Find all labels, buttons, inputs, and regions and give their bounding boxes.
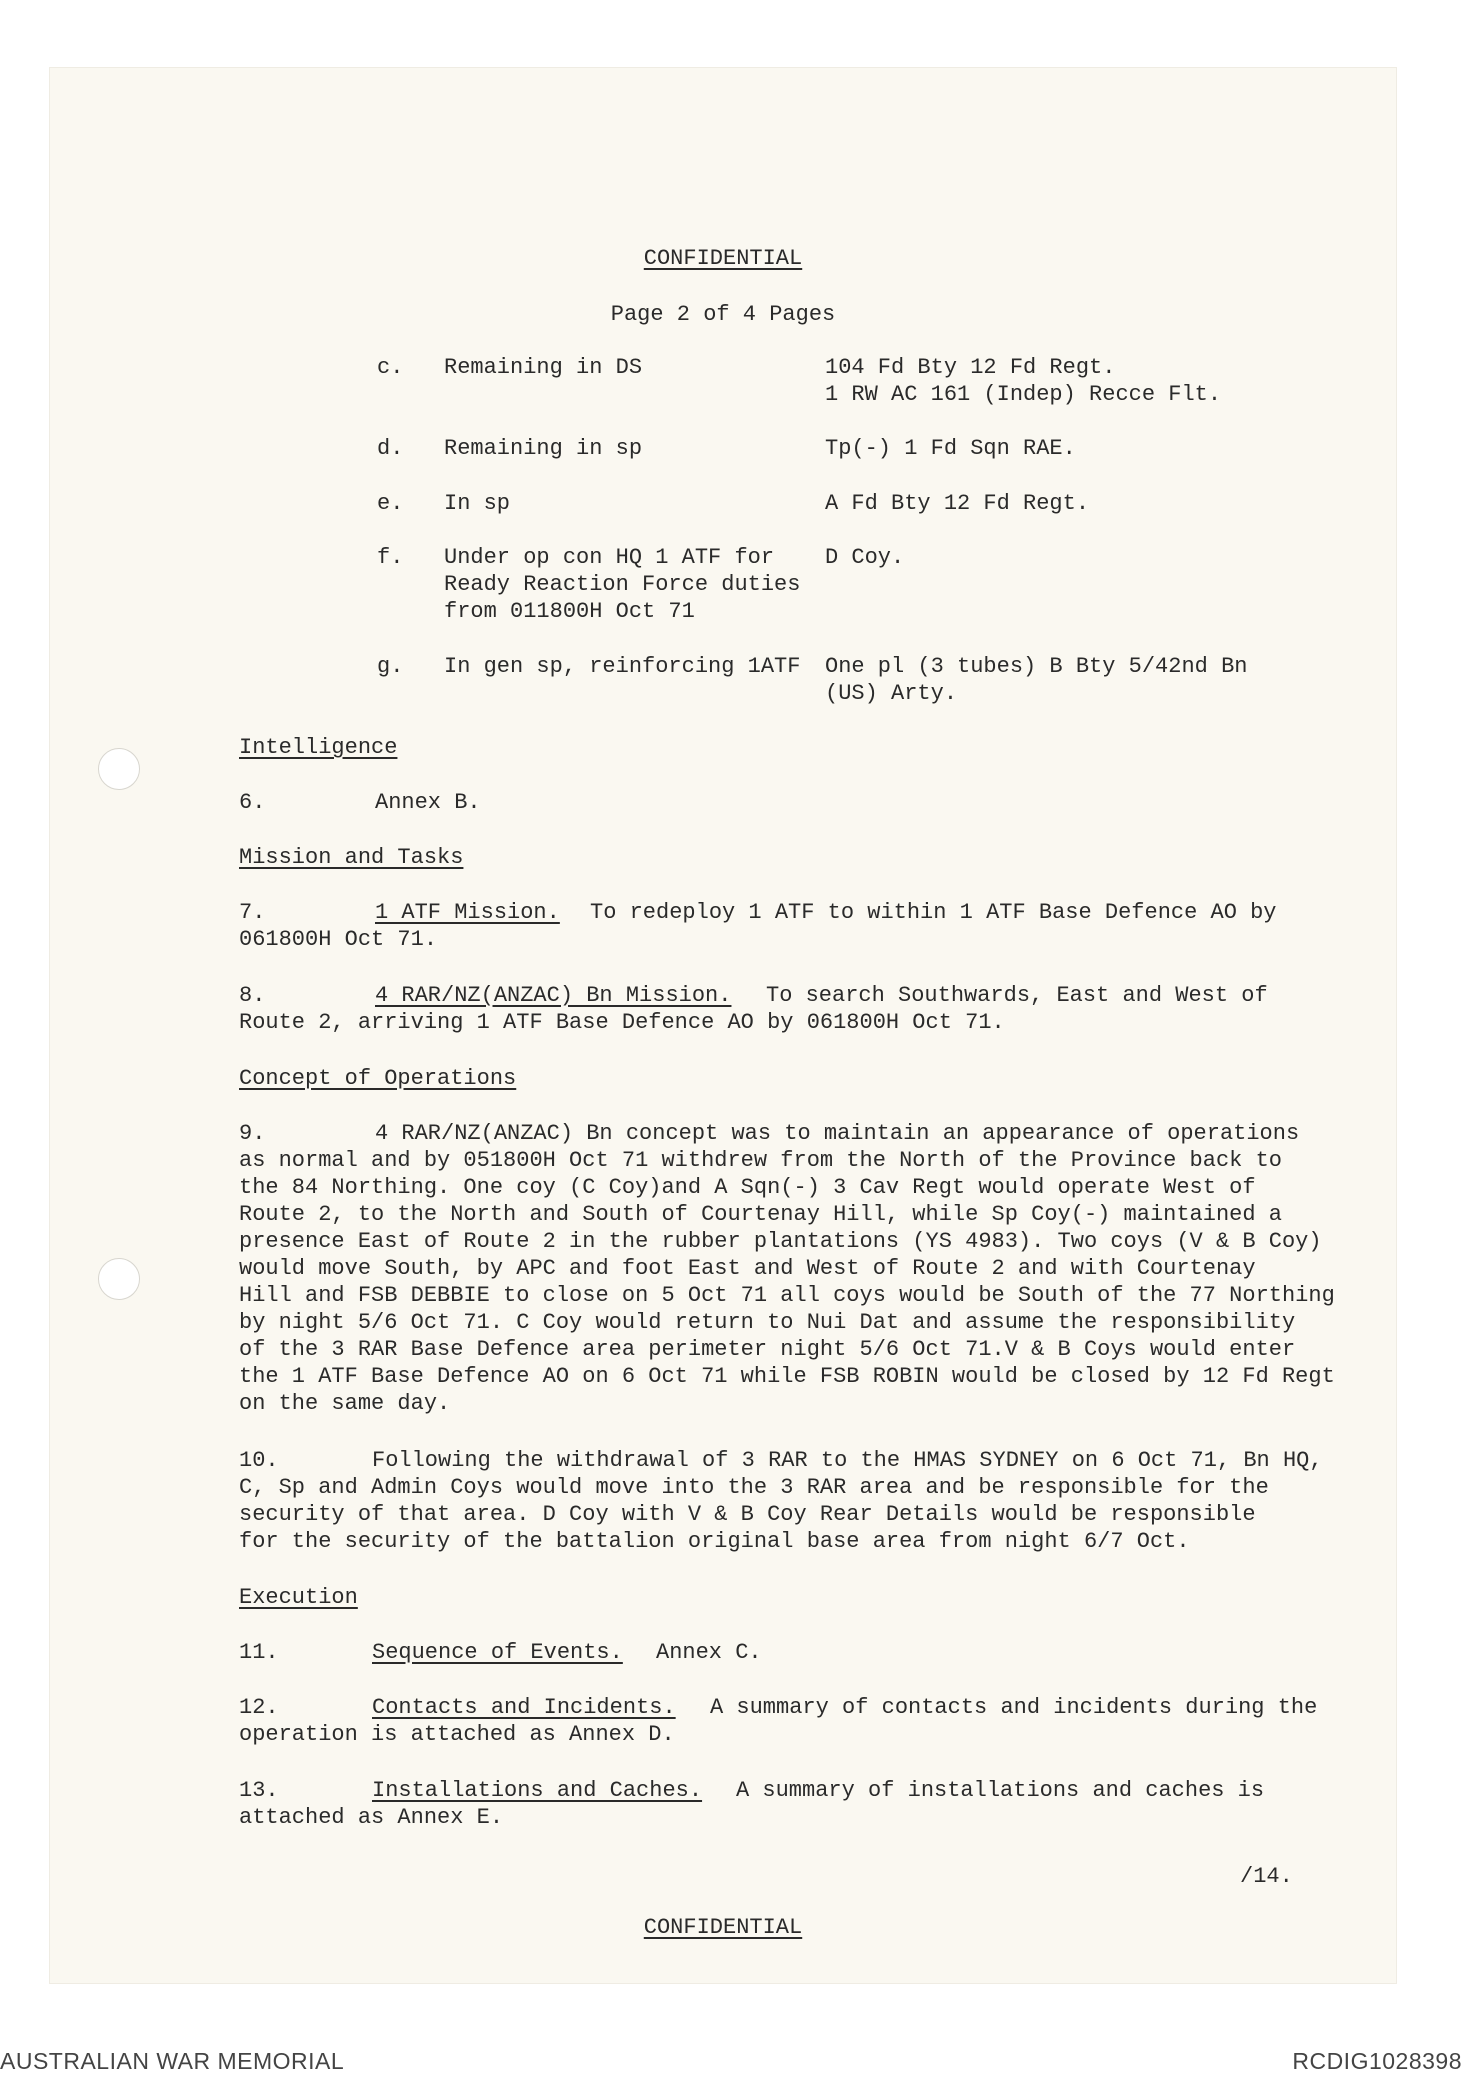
document-page: CONFIDENTIAL Page 2 of 4 Pages c. Remaining in DS 104 Fd Bty 12 Fd Regt. 1 RW AC 161 (Indep) Recce Flt. d. Remaining in sp Tp(-) 1 Fd Sqn RAE. e. In sp A Fd Bty 12 Fd Regt. f. Under op con HQ 1 ATF for Ready Reaction Force duties from 011800H Oct 71 D Coy. g. In gen sp, reinforcing 1ATF One pl (3 tubes) B Bty 5/42nd Bn (US) Arty. Intelligence 6. Annex B. Mission and Tasks 7. 1 ATF Mission. To redeploy 1 ATF to within 1 ATF Base Defence AO by 061800H Oct 71. 8. 4 RAR/NZ(ANZAC) Bn Mission. To search Southwards, East and West of Route 2, arriving 1 ATF Base Defence AO by 061800H Oct 71. Concept of Operations 9. 4 RAR/NZ(ANZAC) Bn concept was to maintain an appearance of operations as normal and by 051800H Oct 71 withdrew from the North of the Province back to the 84 Northing. One coy (C Coy)and A Sqn(-) 3 Cav Regt would operate West of Route 2, to the North and South of Courtenay Hill, while Sp Coy(-) maintained a presence East of Route 2 in the rubber plantations (YS 4983). Two coys (V & B Coy) would move South, by APC and foot East and West of Route 2 and with Courtenay Hill and FSB DEBBIE to close on 5 Oct 71 all coys would be South of the 77 Northing by night 5/6 Oct 71. C Coy would return to Nui Dat and assume the responsibility of the 3 RAR Base Defence area perimeter night 5/6 Oct 71.V & B Coys would enter the 1 ATF Base Defence AO on 6 Oct 71 while FSB ROBIN would be closed by 12 Fd Regt on the same day. 10. Following the withdrawal of 3 RAR to the HMAS SYDNEY on 6 Oct 71, Bn HQ, C, Sp and Admin Coys would move into the 3 RAR area and be responsible for the security of that area. D Coy with V & B Coy Rear Details would be responsible for the security of the battalion original base area from night 6/7 Oct. Execution 11. Sequence of Events. Annex C. 12. Contacts and Incidents. A summary of contacts and incidents during the operation is attached as Annex D. 13. Installations and Caches. A summary of installations and caches is attached as Annex E. /14. CONFIDENTIAL [50,68,1396,1983]
paragraph-text: 061800H Oct 71. [239,927,438,952]
paragraph-title: Contacts and Incidents. [372,1695,676,1720]
punch-hole [98,748,140,790]
paragraph-title: Installations and Caches. [372,1778,703,1803]
section-heading-intelligence: Intelligence [239,735,398,760]
paragraph-number: 7. [239,900,266,925]
paragraph-text: A summary of contacts and incidents during the [710,1695,1318,1720]
paragraph-text: Annex B. [375,790,481,815]
continuation-marker: /14. [1240,1864,1293,1889]
paragraph-title: 4 RAR/NZ(ANZAC) Bn Mission. [375,983,732,1008]
archive-label: AUSTRALIAN WAR MEMORIAL [0,2048,345,2074]
paragraph-title: Sequence of Events. [372,1640,623,1665]
paragraph-number: 8. [239,983,266,1008]
classification-header: CONFIDENTIAL [643,246,803,271]
classification-footer: CONFIDENTIAL [643,1915,803,1940]
paragraph-number: 13. [239,1778,279,1803]
paragraph-text: Following the withdrawal of 3 RAR to the HMAS SYDNEY on 6 Oct 71, Bn HQ, [372,1448,1323,1473]
paragraph-text: Annex C. [656,1640,762,1665]
archive-id: RCDIG1028398 [1292,2048,1462,2074]
paragraph-number: 9. [239,1121,266,1146]
paragraph-text: To redeploy 1 ATF to within 1 ATF Base Defence AO by [590,900,1277,925]
paragraph-number: 11. [239,1640,279,1665]
section-heading-concept: Concept of Operations [239,1066,517,1091]
paragraph-text: 4 RAR/NZ(ANZAC) Bn concept was to maintain an appearance of operations [375,1121,1300,1146]
paragraph-number: 10. [239,1448,279,1473]
paragraph-number: 6. [239,790,266,815]
paragraph-text: To search Southwards, East and West of [766,983,1268,1008]
page-number: Page 2 of 4 Pages [610,302,836,327]
section-heading-execution: Execution [239,1585,358,1610]
paragraph-number: 12. [239,1695,279,1720]
paragraph-text: Route 2, arriving 1 ATF Base Defence AO by 061800H Oct 71. [239,1010,1005,1035]
section-heading-mission: Mission and Tasks [239,845,464,870]
paragraph-title: 1 ATF Mission. [375,900,560,925]
punch-hole [98,1258,140,1300]
paragraph-text: A summary of installations and caches is [736,1778,1265,1803]
